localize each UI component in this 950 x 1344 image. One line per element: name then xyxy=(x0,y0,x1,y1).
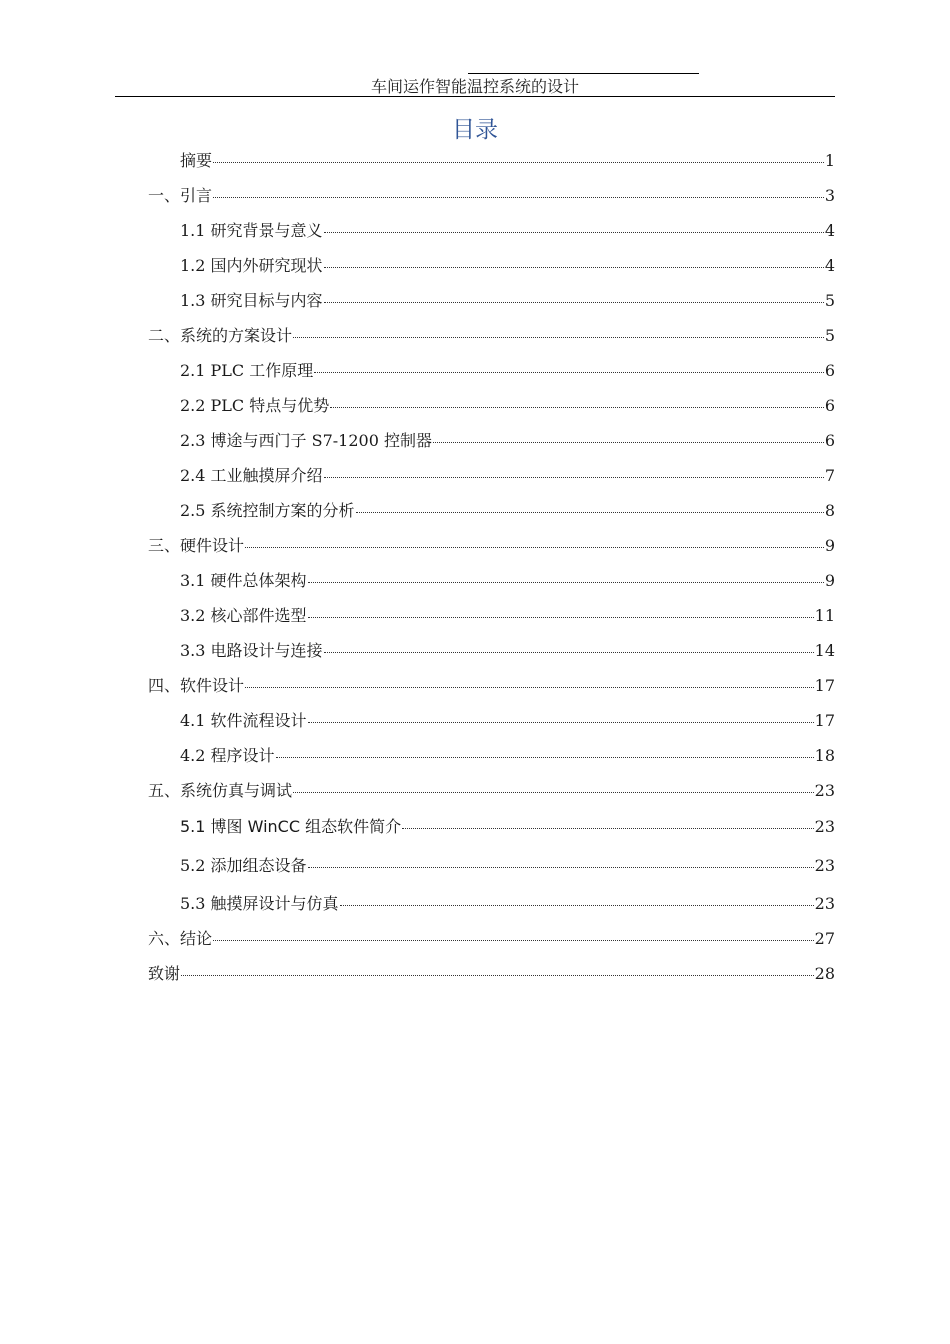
toc-entry-label: 二、系统的方案设计 xyxy=(148,326,293,345)
toc-entry-page: 3 xyxy=(824,186,835,205)
toc-leader-dots xyxy=(276,757,814,758)
toc-entry-page: 4 xyxy=(824,256,835,275)
toc-entry-1-3[interactable] xyxy=(180,290,835,312)
toc-entry-1-1[interactable] xyxy=(180,220,835,242)
toc-entry-label: 2.1 PLC 工作原理 xyxy=(180,361,314,380)
toc-entry-page: 5 xyxy=(824,326,835,345)
toc-leader-dots xyxy=(308,867,814,868)
toc-leader-dots xyxy=(340,905,814,906)
toc-entry-label: 一、引言 xyxy=(148,186,213,205)
toc-entry-5-1[interactable] xyxy=(180,816,835,838)
toc-entry-label: 致谢 xyxy=(148,964,181,983)
toc-leader-dots xyxy=(181,975,814,976)
toc-entry-label: 1.1 研究背景与意义 xyxy=(180,221,323,240)
toc-entry-label: 2.5 系统控制方案的分析 xyxy=(180,501,355,520)
toc-entry-page: 23 xyxy=(814,856,835,875)
toc-entry-2-5[interactable] xyxy=(180,500,835,522)
toc-entry-label: 1.2 国内外研究现状 xyxy=(180,256,323,275)
toc-entry-page: 17 xyxy=(814,676,835,695)
toc-entry-label: 1.3 研究目标与内容 xyxy=(180,291,323,310)
toc-entry-page: 6 xyxy=(824,396,835,415)
toc-entry-page: 23 xyxy=(814,894,835,913)
toc-leader-dots xyxy=(324,232,824,233)
toc-entry-page: 4 xyxy=(824,221,835,240)
toc-entry-page: 1 xyxy=(824,151,835,170)
toc-entry-3-2[interactable] xyxy=(180,605,835,627)
toc-entry-chapter-5[interactable] xyxy=(148,780,835,802)
toc-entry-label: 5.2 添加组态设备 xyxy=(180,856,307,875)
toc-leader-dots xyxy=(402,828,814,829)
toc-entry-4-1[interactable] xyxy=(180,710,835,732)
toc-entry-label: 2.4 工业触摸屏介绍 xyxy=(180,466,323,485)
toc-entry-page: 23 xyxy=(814,817,835,836)
toc-entry-label: 5.3 触摸屏设计与仿真 xyxy=(180,894,339,913)
toc-entry-page: 7 xyxy=(824,466,835,485)
toc-entry-page: 6 xyxy=(824,361,835,380)
toc-title: 目录 xyxy=(452,117,498,143)
toc-entry-chapter-3[interactable] xyxy=(148,535,835,557)
toc-entry-1-2[interactable] xyxy=(180,255,835,277)
toc-entry-page: 6 xyxy=(824,431,835,450)
toc-leader-dots xyxy=(245,547,824,548)
toc-entry-page: 23 xyxy=(814,781,835,800)
toc-entry-label: 摘要 xyxy=(180,151,213,170)
toc-leader-dots xyxy=(324,477,824,478)
toc-leader-dots xyxy=(213,940,814,941)
toc-entry-2-2[interactable] xyxy=(180,395,835,417)
toc-entry-page: 5 xyxy=(824,291,835,310)
toc-entry-3-1[interactable] xyxy=(180,570,835,592)
toc-entry-label: 3.2 核心部件选型 xyxy=(180,606,307,625)
toc-entry-label: 四、软件设计 xyxy=(148,676,245,695)
toc-leader-dots xyxy=(213,197,824,198)
toc-entry-page: 11 xyxy=(814,606,835,625)
toc-entry-2-3[interactable] xyxy=(180,430,835,452)
toc-entry-5-2[interactable] xyxy=(180,855,835,877)
toc-entry-page: 9 xyxy=(824,571,835,590)
toc-entry-label: 2.2 PLC 特点与优势 xyxy=(180,396,330,415)
toc-leader-dots xyxy=(324,302,824,303)
toc-entry-label: 3.1 硬件总体架构 xyxy=(180,571,307,590)
toc-entry-2-1[interactable] xyxy=(180,360,835,382)
toc-entry-page: 17 xyxy=(814,711,835,730)
toc-entry-page: 14 xyxy=(814,641,835,660)
toc-leader-dots xyxy=(314,372,824,373)
toc-entry-chapter-4[interactable] xyxy=(148,675,835,697)
toc-entry-label: 三、硬件设计 xyxy=(148,536,245,555)
toc-entry-2-4[interactable] xyxy=(180,465,835,487)
toc-entry-3-3[interactable] xyxy=(180,640,835,662)
toc-entry-label: 2.3 博途与西门子 S7-1200 控制器 xyxy=(180,431,432,450)
toc-leader-dots xyxy=(308,582,824,583)
toc-entry-label: 六、结论 xyxy=(148,929,213,948)
toc-entry-chapter-1[interactable] xyxy=(148,185,835,207)
toc-entry-label: 4.1 软件流程设计 xyxy=(180,711,307,730)
toc-leader-dots xyxy=(308,617,814,618)
toc-leader-dots xyxy=(308,722,814,723)
toc-entry-page: 8 xyxy=(824,501,835,520)
toc-entry-label: 3.3 电路设计与连接 xyxy=(180,641,323,660)
toc-leader-dots xyxy=(245,687,814,688)
toc-leader-dots xyxy=(213,162,824,163)
toc-leader-dots xyxy=(293,337,824,338)
toc-entry-label: 5.1 博图 WinCC 组态软件简介 xyxy=(180,817,402,836)
toc-leader-dots xyxy=(356,512,824,513)
toc-entry-chapter-2[interactable] xyxy=(148,325,835,347)
toc-leader-dots xyxy=(324,652,814,653)
toc-entry-5-3[interactable] xyxy=(180,893,835,915)
toc-entry-chapter-6[interactable] xyxy=(148,928,835,950)
toc-leader-dots xyxy=(324,267,824,268)
toc-entry-label: 五、系统仿真与调试 xyxy=(148,781,293,800)
toc-entry-page: 9 xyxy=(824,536,835,555)
toc-entry-4-2[interactable] xyxy=(180,745,835,767)
toc-leader-dots xyxy=(433,442,824,443)
toc-leader-dots xyxy=(330,407,824,408)
running-header-title: 车间运作智能温控系统的设计 xyxy=(370,77,579,96)
toc-entry-label: 4.2 程序设计 xyxy=(180,746,275,765)
toc-entry-page: 28 xyxy=(814,964,835,983)
toc-entry-acknowledgements[interactable] xyxy=(148,963,835,985)
toc-entry-page: 27 xyxy=(814,929,835,948)
toc-entry-page: 18 xyxy=(814,746,835,765)
toc-leader-dots xyxy=(293,792,814,793)
toc-entry-abstract[interactable] xyxy=(180,150,835,172)
